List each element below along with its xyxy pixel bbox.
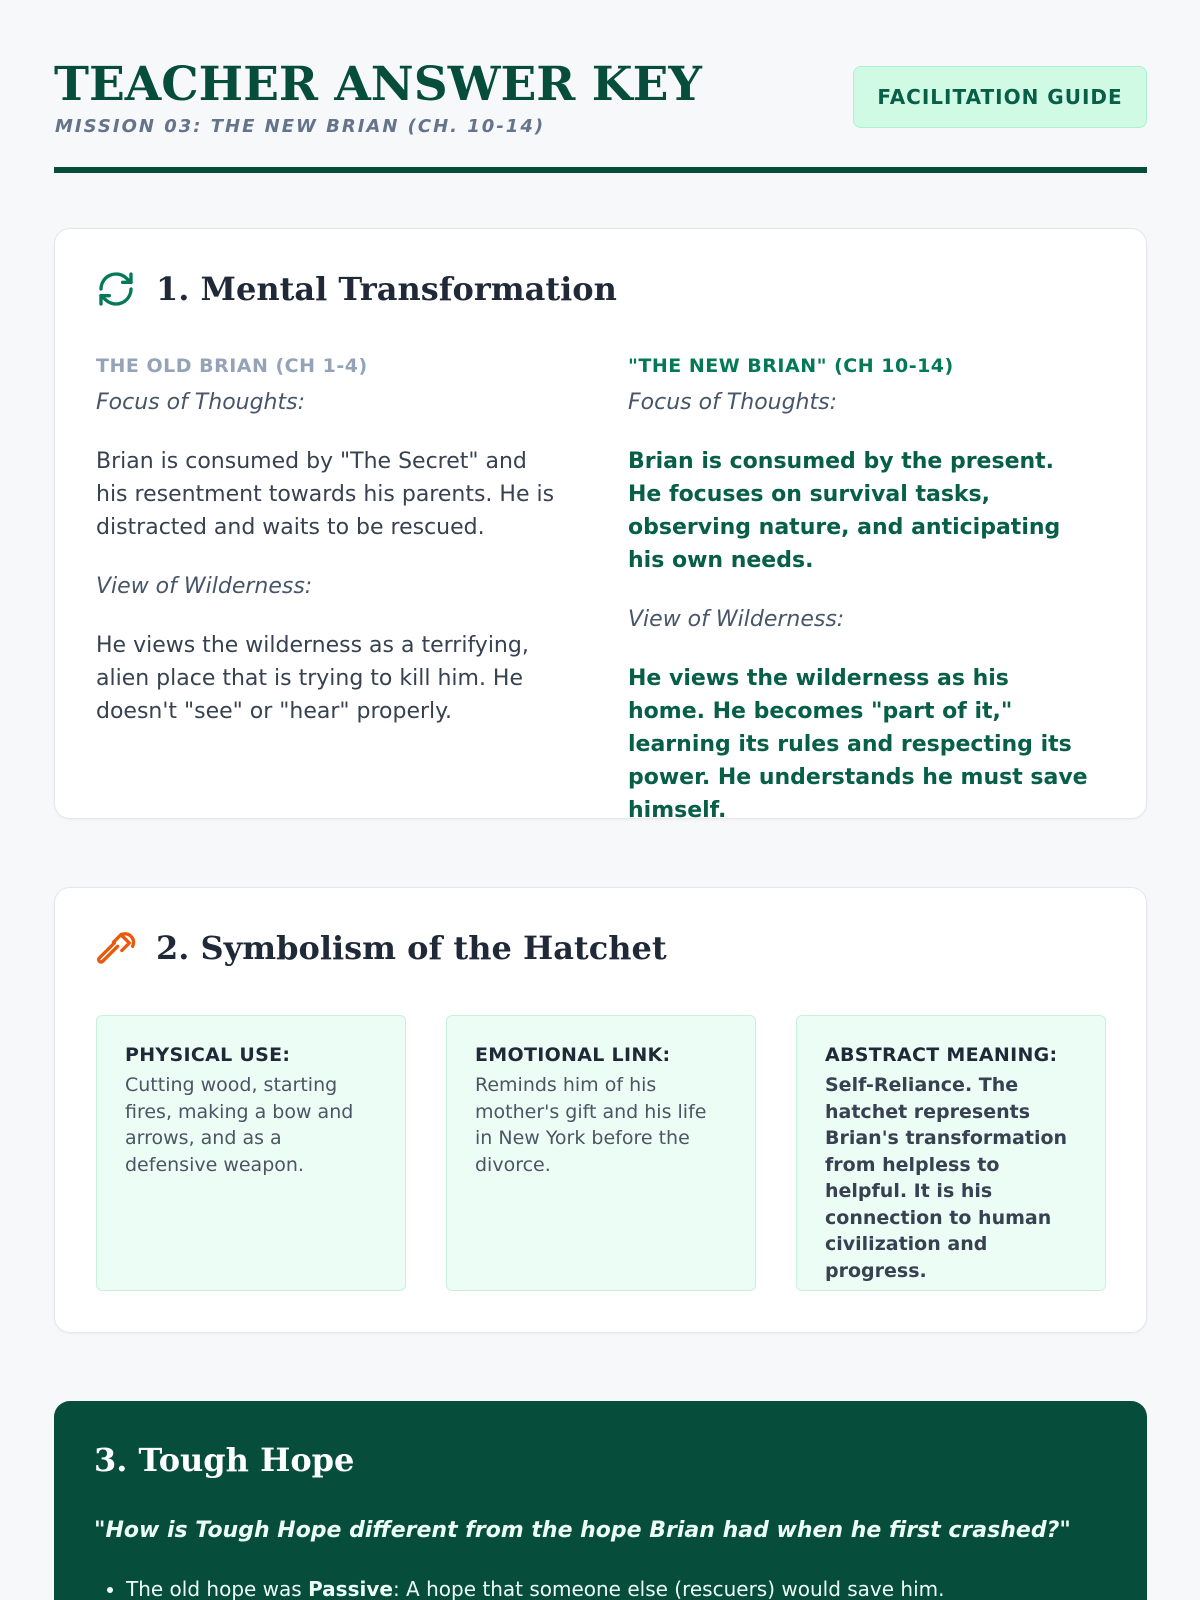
list-item <box>126 1577 945 1600</box>
abstract-meaning-box <box>796 1015 1106 1291</box>
view-question: View of Wilderness: <box>628 607 845 632</box>
bullet-text-pre: The old hope was <box>126 1577 309 1600</box>
box-label: EMOTIONAL LINK: <box>475 1044 671 1066</box>
bullet-text-post: : A hope that someone else (rescuers) would save him. <box>392 1577 945 1600</box>
old-brian-column <box>96 355 556 758</box>
answer-key-page <box>54 0 1147 1600</box>
physical-use-box <box>96 1015 406 1291</box>
view-question: View of Wilderness: <box>96 574 313 599</box>
tough-hope-list <box>126 1577 945 1600</box>
focus-answer: Brian is consumed by the present. He focuses on survival tasks, observing nature, and anticipating his own needs. <box>628 449 1061 573</box>
section-title: 2. Symbolism of the Hatchet <box>156 929 667 967</box>
tough-hope-card <box>54 1401 1147 1600</box>
tough-hope-question: "How is Tough Hope different from the hope Brian had when he first crashed?" <box>94 1518 1071 1543</box>
old-brian-label: THE OLD BRIAN (CH 1-4) <box>96 355 368 377</box>
box-label: PHYSICAL USE: <box>125 1044 291 1066</box>
box-text: Self-Reliance. The hatchet represents Brian's transformation from helpless to helpful. It is his connection to human civilization and progress. <box>825 1074 1068 1282</box>
section-title: 1. Mental Transformation <box>156 270 617 308</box>
mental-transformation-card <box>54 228 1147 823</box>
facilitation-guide-badge: FACILITATION GUIDE <box>853 66 1147 128</box>
box-label: ABSTRACT MEANING: <box>825 1044 1058 1066</box>
view-answer: He views the wilderness as his home. He becomes "part of it," learning its rules and respecting its power. He understands he must save himself. <box>628 666 1088 823</box>
hatchet-icon <box>96 928 136 968</box>
bullet-bold: Passive <box>308 1577 393 1600</box>
new-brian-column <box>628 355 1088 857</box>
hatchet-symbolism-card <box>54 887 1147 1333</box>
view-answer: He views the wilderness as a terrifying, alien place that is trying to kill him. He doesn't "see" or "hear" properly. <box>96 633 529 724</box>
focus-question: Focus of Thoughts: <box>96 390 305 415</box>
emotional-link-box <box>446 1015 756 1291</box>
new-brian-label: "THE NEW BRIAN" (CH 10-14) <box>628 355 954 377</box>
focus-answer: Brian is consumed by "The Secret" and his resentment towards his parents. He is distracted and waits to be rescued. <box>96 449 555 540</box>
section-heading <box>96 269 617 309</box>
focus-question: Focus of Thoughts: <box>628 390 837 415</box>
symbolism-boxes <box>96 1015 1106 1291</box>
page-title: TEACHER ANSWER KEY <box>54 57 702 112</box>
page-subtitle: MISSION 03: THE NEW BRIAN (CH. 10-14) <box>55 116 546 137</box>
page-header <box>54 0 1147 174</box>
header-divider <box>54 167 1147 173</box>
box-text: Cutting wood, starting fires, making a bow and arrows, and as a defensive weapon. <box>125 1074 354 1176</box>
refresh-icon <box>96 269 136 309</box>
box-text: Reminds him of his mother's gift and his life in New York before the divorce. <box>475 1074 707 1176</box>
section-title: 3. Tough Hope <box>94 1441 355 1479</box>
section-heading <box>96 928 667 968</box>
